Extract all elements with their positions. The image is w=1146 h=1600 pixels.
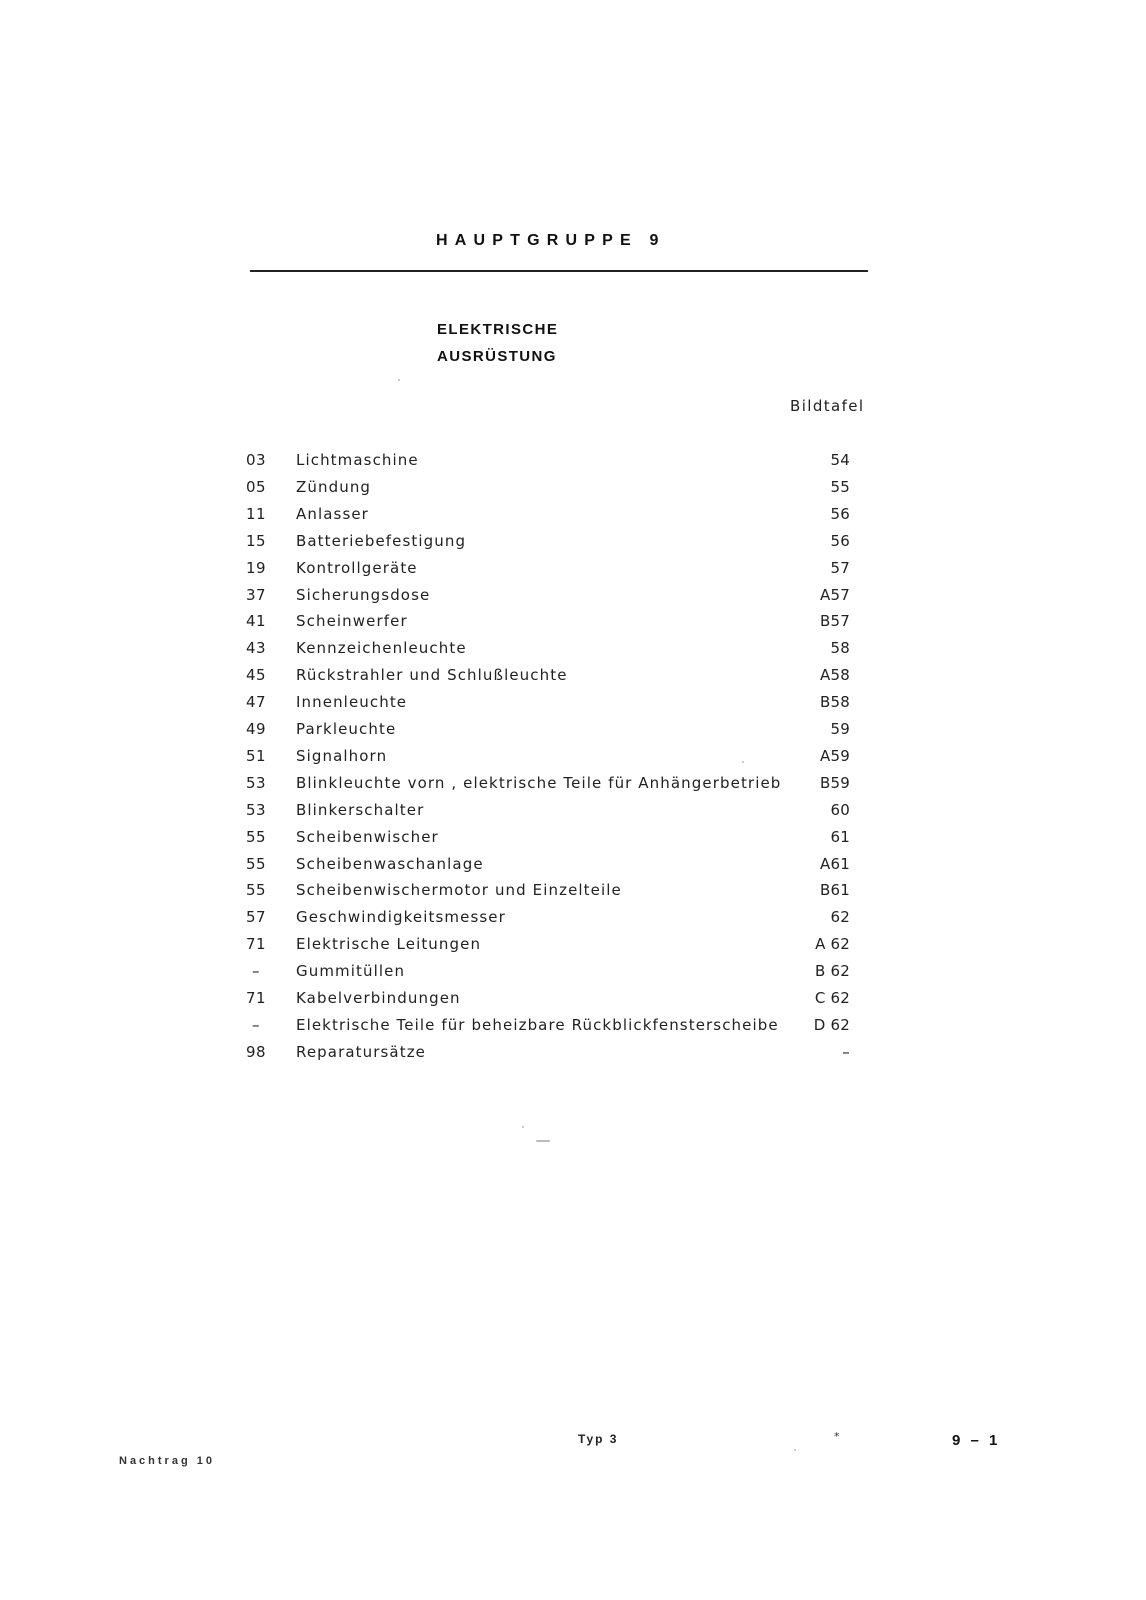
toc-entry (230, 801, 850, 827)
page-number: 9 – 1 (952, 1432, 1001, 1449)
subtitle-line-1: ELEKTRISCHE (437, 321, 559, 338)
toc-title: Innenleuchte (296, 693, 408, 712)
toc-entry (230, 612, 850, 638)
toc-title: Blinkerschalter (296, 800, 425, 819)
toc-plate-number: 56 (830, 504, 850, 523)
toc-group-number: 51 (245, 746, 267, 765)
subtitle-line-2: AUSRÜSTUNG (437, 348, 557, 365)
toc-title: Kennzeichenleuchte (296, 639, 467, 658)
scan-speck (742, 761, 744, 763)
toc-title: Lichtmaschine (296, 451, 419, 469)
toc-group-number: 53 (245, 773, 267, 792)
toc-plate-number: C 62 (814, 989, 850, 1007)
heading-rule (250, 270, 868, 272)
toc-entry (230, 989, 850, 1015)
column-header-bildtafel: Bildtafel (790, 397, 865, 415)
section-subtitle (437, 316, 558, 370)
toc-plate-number: D 62 (813, 1015, 850, 1034)
toc-entry (230, 586, 850, 612)
toc-plate-number: – (842, 1042, 850, 1061)
toc-title: Sicherungsdose (296, 585, 431, 604)
toc-title: Zündung (296, 477, 372, 496)
toc-plate-number: 54 (830, 451, 850, 469)
toc-plate-number: 57 (830, 558, 850, 577)
toc-plate-number: 62 (830, 908, 850, 927)
toc-entry (230, 559, 850, 585)
toc-group-number: 55 (245, 881, 267, 900)
toc-plate-number: B59 (820, 773, 850, 792)
toc-entry (230, 855, 850, 881)
toc-title: Anlasser (296, 504, 369, 523)
toc-group-number: – (252, 962, 260, 981)
toc-title: Scheibenwischer (296, 827, 439, 846)
toc-entry (230, 962, 850, 988)
toc-title: Rückstrahler und Schlußleuchte (296, 666, 568, 685)
toc-plate-number: 60 (830, 800, 850, 819)
toc-title: Parkleuchte (296, 720, 397, 738)
scan-speck (794, 1449, 796, 1451)
toc-entry (230, 532, 850, 558)
toc-entry (230, 693, 850, 719)
toc-plate-number: 58 (830, 639, 850, 658)
toc-title: Scheinwerfer (296, 612, 408, 631)
toc-plate-number: B 62 (815, 962, 850, 981)
toc-group-number: 11 (245, 504, 267, 523)
toc-title: Batteriebefestigung (296, 531, 467, 550)
toc-entry (230, 828, 850, 854)
toc-entry (230, 505, 850, 531)
toc-plate-number: A 62 (815, 935, 850, 954)
toc-group-number: 57 (245, 908, 267, 927)
toc-title: Gummitüllen (296, 962, 406, 981)
toc-title: Reparatursätze (296, 1042, 426, 1061)
toc-plate-number: A58 (820, 666, 850, 685)
toc-entry (230, 935, 850, 961)
toc-group-number: 47 (245, 693, 267, 712)
toc-title: Kabelverbindungen (296, 989, 461, 1007)
toc-plate-number: A59 (820, 746, 850, 765)
toc-plate-number: 56 (830, 531, 850, 550)
toc-group-number: 41 (245, 612, 267, 631)
toc-title: Kontrollgeräte (296, 558, 418, 577)
toc-group-number: 19 (245, 558, 267, 577)
toc-entry (230, 1043, 850, 1069)
toc-group-number: 15 (245, 531, 267, 550)
toc-group-number: 55 (245, 827, 267, 846)
toc-plate-number: B61 (820, 881, 850, 900)
toc-title: Scheibenwischermotor und Einzelteile (296, 881, 622, 900)
footer-supplement: Nachtrag 10 (119, 1455, 215, 1467)
scan-speck (522, 1126, 524, 1128)
toc-group-number: 71 (245, 989, 267, 1007)
toc-entry (230, 774, 850, 800)
page-heading: HAUPTGRUPPE 9 (436, 232, 666, 249)
footer-star: * (834, 1430, 840, 1443)
toc-group-number: 98 (245, 1042, 267, 1061)
scan-speck (536, 1140, 550, 1142)
toc-entry (230, 747, 850, 773)
toc-plate-number: 61 (830, 827, 850, 846)
toc-entry (230, 720, 850, 746)
toc-entry (230, 1016, 850, 1042)
toc-entry (230, 881, 850, 907)
toc-title: Geschwindigkeitsmesser (296, 908, 506, 927)
toc-entry (230, 478, 850, 504)
toc-group-number: – (252, 1015, 260, 1034)
toc-title: Blinkleuchte vorn , elektrische Teile für Anhängerbetrieb (296, 773, 782, 792)
toc-group-number: 45 (245, 666, 267, 685)
toc-group-number: 05 (245, 477, 267, 496)
scan-speck (398, 379, 400, 381)
toc-plate-number: B58 (820, 693, 850, 712)
toc-plate-number: B57 (820, 612, 850, 631)
toc-entry (230, 666, 850, 692)
toc-title: Scheibenwaschanlage (296, 854, 484, 873)
toc-group-number: 71 (245, 935, 267, 954)
toc-entry (230, 908, 850, 934)
toc-group-number: 55 (245, 854, 267, 873)
toc-group-number: 37 (245, 585, 267, 604)
toc-group-number: 03 (245, 451, 267, 469)
footer-type: Typ 3 (578, 1432, 619, 1446)
toc-title: Elektrische Leitungen (296, 935, 482, 954)
toc-plate-number: 55 (830, 477, 850, 496)
toc-title: Elektrische Teile für beheizbare Rückblickfensterscheibe (296, 1015, 779, 1034)
toc-group-number: 43 (245, 639, 267, 658)
toc-group-number: 53 (245, 800, 267, 819)
toc-plate-number: 59 (830, 720, 850, 738)
toc-group-number: 49 (245, 720, 267, 738)
toc-entry (230, 639, 850, 665)
toc-title: Signalhorn (296, 746, 388, 765)
toc-plate-number: A61 (820, 854, 850, 873)
toc-entry (230, 451, 850, 477)
toc-plate-number: A57 (820, 585, 850, 604)
